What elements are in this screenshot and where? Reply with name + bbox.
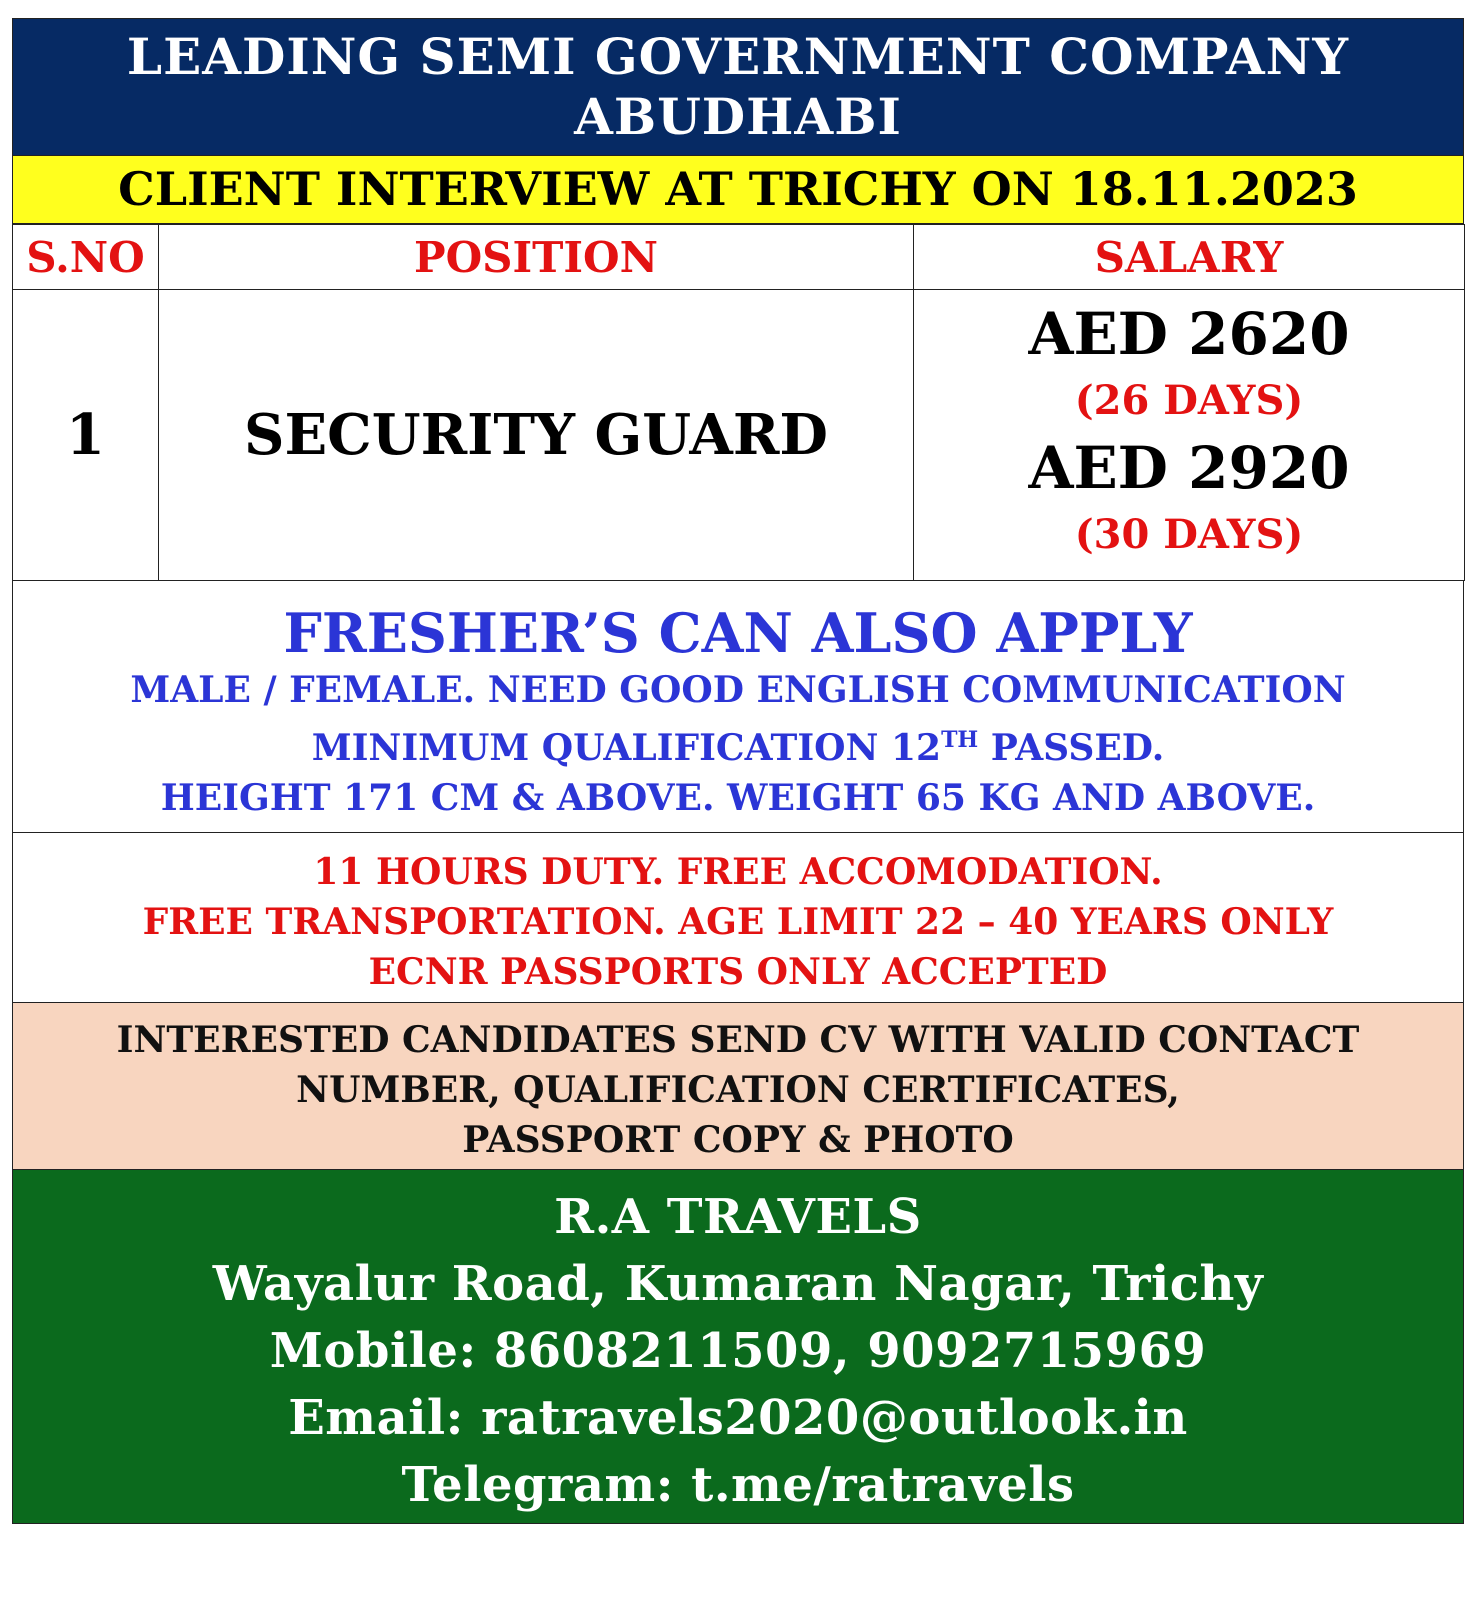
agency-name: R.A TRAVELS xyxy=(554,1189,922,1245)
apply-line: PASSPORT COPY & PHOTO xyxy=(462,1119,1014,1161)
salary-days: (30 DAYS) xyxy=(1074,511,1304,558)
salary-amount: AED 2620 xyxy=(1028,300,1350,368)
requirements-section xyxy=(12,581,1464,833)
fresher-headline: FRESHER’S CAN ALSO APPLY xyxy=(283,601,1193,665)
apply-line: INTERESTED CANDIDATES SEND CV WITH VALID CONTACT xyxy=(116,1019,1360,1061)
requirement-line: HEIGHT 171 CM & ABOVE. WEIGHT 65 KG AND ABOVE. xyxy=(160,777,1316,819)
agency-address: Wayalur Road, Kumaran Nagar, Trichy xyxy=(212,1256,1264,1312)
qualification-tail: PASSED. xyxy=(978,727,1165,769)
salary-amount: AED 2920 xyxy=(1028,434,1350,502)
apply-line: NUMBER, QUALIFICATION CERTIFICATES, xyxy=(296,1069,1180,1111)
positions-table xyxy=(12,224,1465,581)
col-header-sno: S.NO xyxy=(13,225,159,290)
row-position: SECURITY GUARD xyxy=(159,290,914,581)
benefit-line: ECNR PASSPORTS ONLY ACCEPTED xyxy=(368,951,1108,993)
agency-mobile: Mobile: 8608211509, 9092715969 xyxy=(269,1323,1207,1379)
apply-instructions xyxy=(12,1003,1464,1170)
salary-days: (26 DAYS) xyxy=(1074,377,1304,424)
ordinal-suffix: TH xyxy=(941,727,979,753)
contact-section xyxy=(12,1170,1464,1524)
col-header-position: POSITION xyxy=(159,225,914,290)
requirement-line xyxy=(13,715,1463,773)
table-row xyxy=(13,290,1465,581)
agency-telegram: Telegram: t.me/ratravels xyxy=(401,1457,1075,1513)
interview-banner: CLIENT INTERVIEW AT TRICHY ON 18.11.2023 xyxy=(12,156,1464,224)
requirement-line: MALE / FEMALE. NEED GOOD ENGLISH COMMUNICATION xyxy=(130,669,1346,711)
benefit-line: FREE TRANSPORTATION. AGE LIMIT 22 – 40 YEARS ONLY xyxy=(142,901,1334,943)
agency-email: Email: ratravels2020@outlook.in xyxy=(288,1390,1188,1446)
row-salary xyxy=(914,290,1465,581)
company-title: LEADING SEMI GOVERNMENT COMPANY xyxy=(126,27,1350,86)
benefit-line: 11 HOURS DUTY. FREE ACCOMODATION. xyxy=(313,851,1163,893)
row-sno: 1 xyxy=(13,290,159,581)
job-poster xyxy=(12,18,1464,1524)
table-header-row xyxy=(13,225,1465,290)
qualification-text: MINIMUM QUALIFICATION 12 xyxy=(311,727,942,769)
company-location: ABUDHABI xyxy=(574,87,902,146)
benefits-section xyxy=(12,833,1464,1003)
company-title-banner xyxy=(12,18,1464,156)
col-header-salary: SALARY xyxy=(914,225,1465,290)
